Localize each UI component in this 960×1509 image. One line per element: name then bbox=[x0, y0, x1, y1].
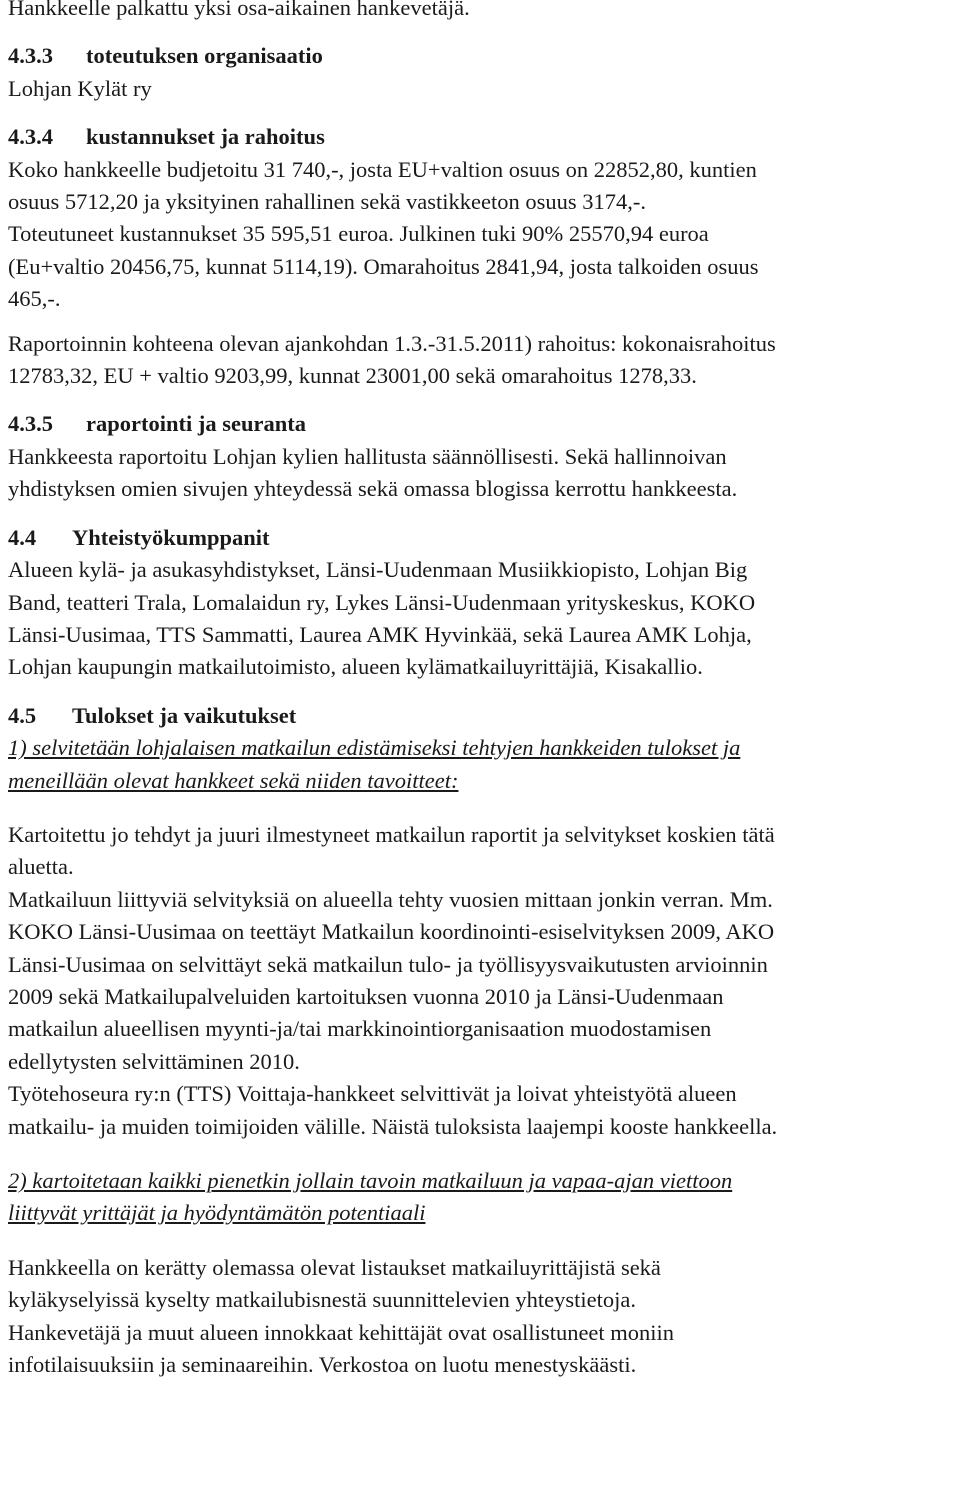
body-line: kyläkyselyissä kyselty matkailubisnestä suunnittelevien yhteystietoja. bbox=[8, 1287, 637, 1313]
body-line: Alueen kylä- ja asukasyhdistykset, Länsi-Uudenmaan Musiikkiopisto, Lohjan Big bbox=[8, 557, 748, 583]
body-line: Hankevetäjä ja muut alueen innokkaat kehittäjät ovat osallistuneet moniin bbox=[8, 1319, 675, 1345]
section-title: kustannukset ja rahoitus bbox=[86, 124, 325, 150]
section-title: Yhteistyökumppanit bbox=[72, 524, 270, 550]
body-line: edellytysten selvittäminen 2010. bbox=[8, 1048, 300, 1074]
body-line: Länsi-Uusimaa, TTS Sammatti, Laurea AMK Hyvinkää, sekä Laurea AMK Lohja, bbox=[8, 621, 752, 647]
body-line: Kartoitettu jo tehdyt ja juuri ilmestyneet matkailun raportit ja selvitykset koskien tätä bbox=[8, 821, 775, 847]
body-line: aluetta. bbox=[8, 854, 74, 880]
goal-1-line: 1) selvitetään lohjalaisen matkailun edistämiseksi tehtyjen hankkeiden tulokset ja bbox=[8, 735, 741, 761]
section-heading bbox=[8, 408, 960, 440]
document-page bbox=[8, 0, 960, 1381]
section-number: 4.4 bbox=[8, 524, 37, 550]
body-line: Lohjan kaupungin matkailutoimisto, alueen kylämatkailuyrittäjiä, Kisakallio. bbox=[8, 654, 703, 680]
goal-2-line: liittyvät yrittäjät ja hyödyntämätön potentiaali bbox=[8, 1200, 426, 1226]
body-line: Toteutuneet kustannukset 35 595,51 euroa. Julkinen tuki 90% 25570,94 euroa bbox=[8, 221, 709, 247]
body-line: yhdistyksen omien sivujen yhteydessä sekä omassa blogissa kerrottu hankkeesta. bbox=[8, 476, 738, 502]
section-number: 4.3.3 bbox=[8, 43, 53, 69]
body-line: osuus 5712,20 ja yksityinen rahallinen sekä vastikkeeton osuus 3174,-. bbox=[8, 189, 647, 215]
body-line: Matkailuun liittyviä selvityksiä on alueella tehty vuosien mittaan jonkin verran. Mm. bbox=[8, 886, 773, 912]
section-title: raportointi ja seuranta bbox=[86, 411, 306, 437]
body-line: (Eu+valtio 20456,75, kunnat 5114,19). Omarahoitus 2841,94, josta talkoiden osuus bbox=[8, 253, 759, 279]
section-heading bbox=[8, 522, 960, 554]
goal-1-line: meneillään olevat hankkeet sekä niiden tavoitteet: bbox=[8, 767, 459, 793]
intro-line: Hankkeelle palkattu yksi osa-aikainen hankevetäjä. bbox=[8, 0, 470, 20]
section-4-3-5 bbox=[8, 408, 960, 505]
section-4-4 bbox=[8, 522, 960, 684]
section-heading bbox=[8, 40, 960, 72]
section-number: 4.5 bbox=[8, 702, 37, 728]
section-4-3-3 bbox=[8, 40, 960, 105]
body-line: 2009 sekä Matkailupalveluiden kartoituksen vuonna 2010 ja Länsi-Uudenmaan bbox=[8, 983, 724, 1009]
section-4-3-4 bbox=[8, 121, 960, 392]
section-heading bbox=[8, 700, 960, 732]
body-line: matkailu- ja muiden toimijoiden välille. Näistä tuloksista laajempi kooste hankkeella. bbox=[8, 1113, 778, 1139]
body-line: Työtehoseura ry:n (TTS) Voittaja-hankkeet selvittivät ja loivat yhteistyötä alueen bbox=[8, 1081, 737, 1107]
section-title: Tulokset ja vaikutukset bbox=[72, 702, 297, 728]
goal-2-line: 2) kartoitetaan kaikki pienetkin jollain tavoin matkailuun ja vapaa-ajan viettoon bbox=[8, 1168, 733, 1193]
body-line: Raportoinnin kohteena olevan ajankohdan 1.3.-31.5.2011) rahoitus: kokonaisrahoitus bbox=[8, 330, 776, 356]
body-line: Koko hankkeelle budjetoitu 31 740,-, josta EU+valtion osuus on 22852,80, kuntien bbox=[8, 156, 757, 182]
body-line: matkailun alueellisen myynti-ja/tai markkinointiorganisaation muodostamisen bbox=[8, 1016, 712, 1042]
section-number: 4.3.5 bbox=[8, 411, 53, 437]
section-4-5 bbox=[8, 700, 960, 1382]
body-line: KOKO Länsi-Uusimaa on teettäyt Matkailun koordinointi-esiselvityksen 2009, AKO bbox=[8, 919, 775, 945]
section-title: toteutuksen organisaatio bbox=[86, 43, 323, 69]
body-line: 12783,32, EU + valtio 9203,99, kunnat 23001,00 sekä omarahoitus 1278,33. bbox=[8, 363, 697, 389]
body-line: Länsi-Uusimaa on selvittäyt sekä matkailun tulo- ja työllisyysvaikutusten arvioinnin bbox=[8, 951, 768, 977]
section-number: 4.3.4 bbox=[8, 124, 53, 150]
body-line: infotilaisuuksiin ja seminaareihin. Verkostoa on luotu menestyskäästi. bbox=[8, 1352, 637, 1378]
section-heading bbox=[8, 121, 960, 153]
body-line: Band, teatteri Trala, Lomalaidun ry, Lykes Länsi-Uudenmaan yrityskeskus, KOKO bbox=[8, 589, 756, 615]
body-line: Hankkeella on kerätty olemassa olevat listaukset matkailuyrittäjistä sekä bbox=[8, 1254, 661, 1280]
body-line: Lohjan Kylät ry bbox=[8, 75, 152, 101]
body-line: Hankkeesta raportoitu Lohjan kylien hallitusta säännöllisesti. Sekä hallinnoivan bbox=[8, 443, 727, 469]
body-line: 465,-. bbox=[8, 286, 61, 312]
